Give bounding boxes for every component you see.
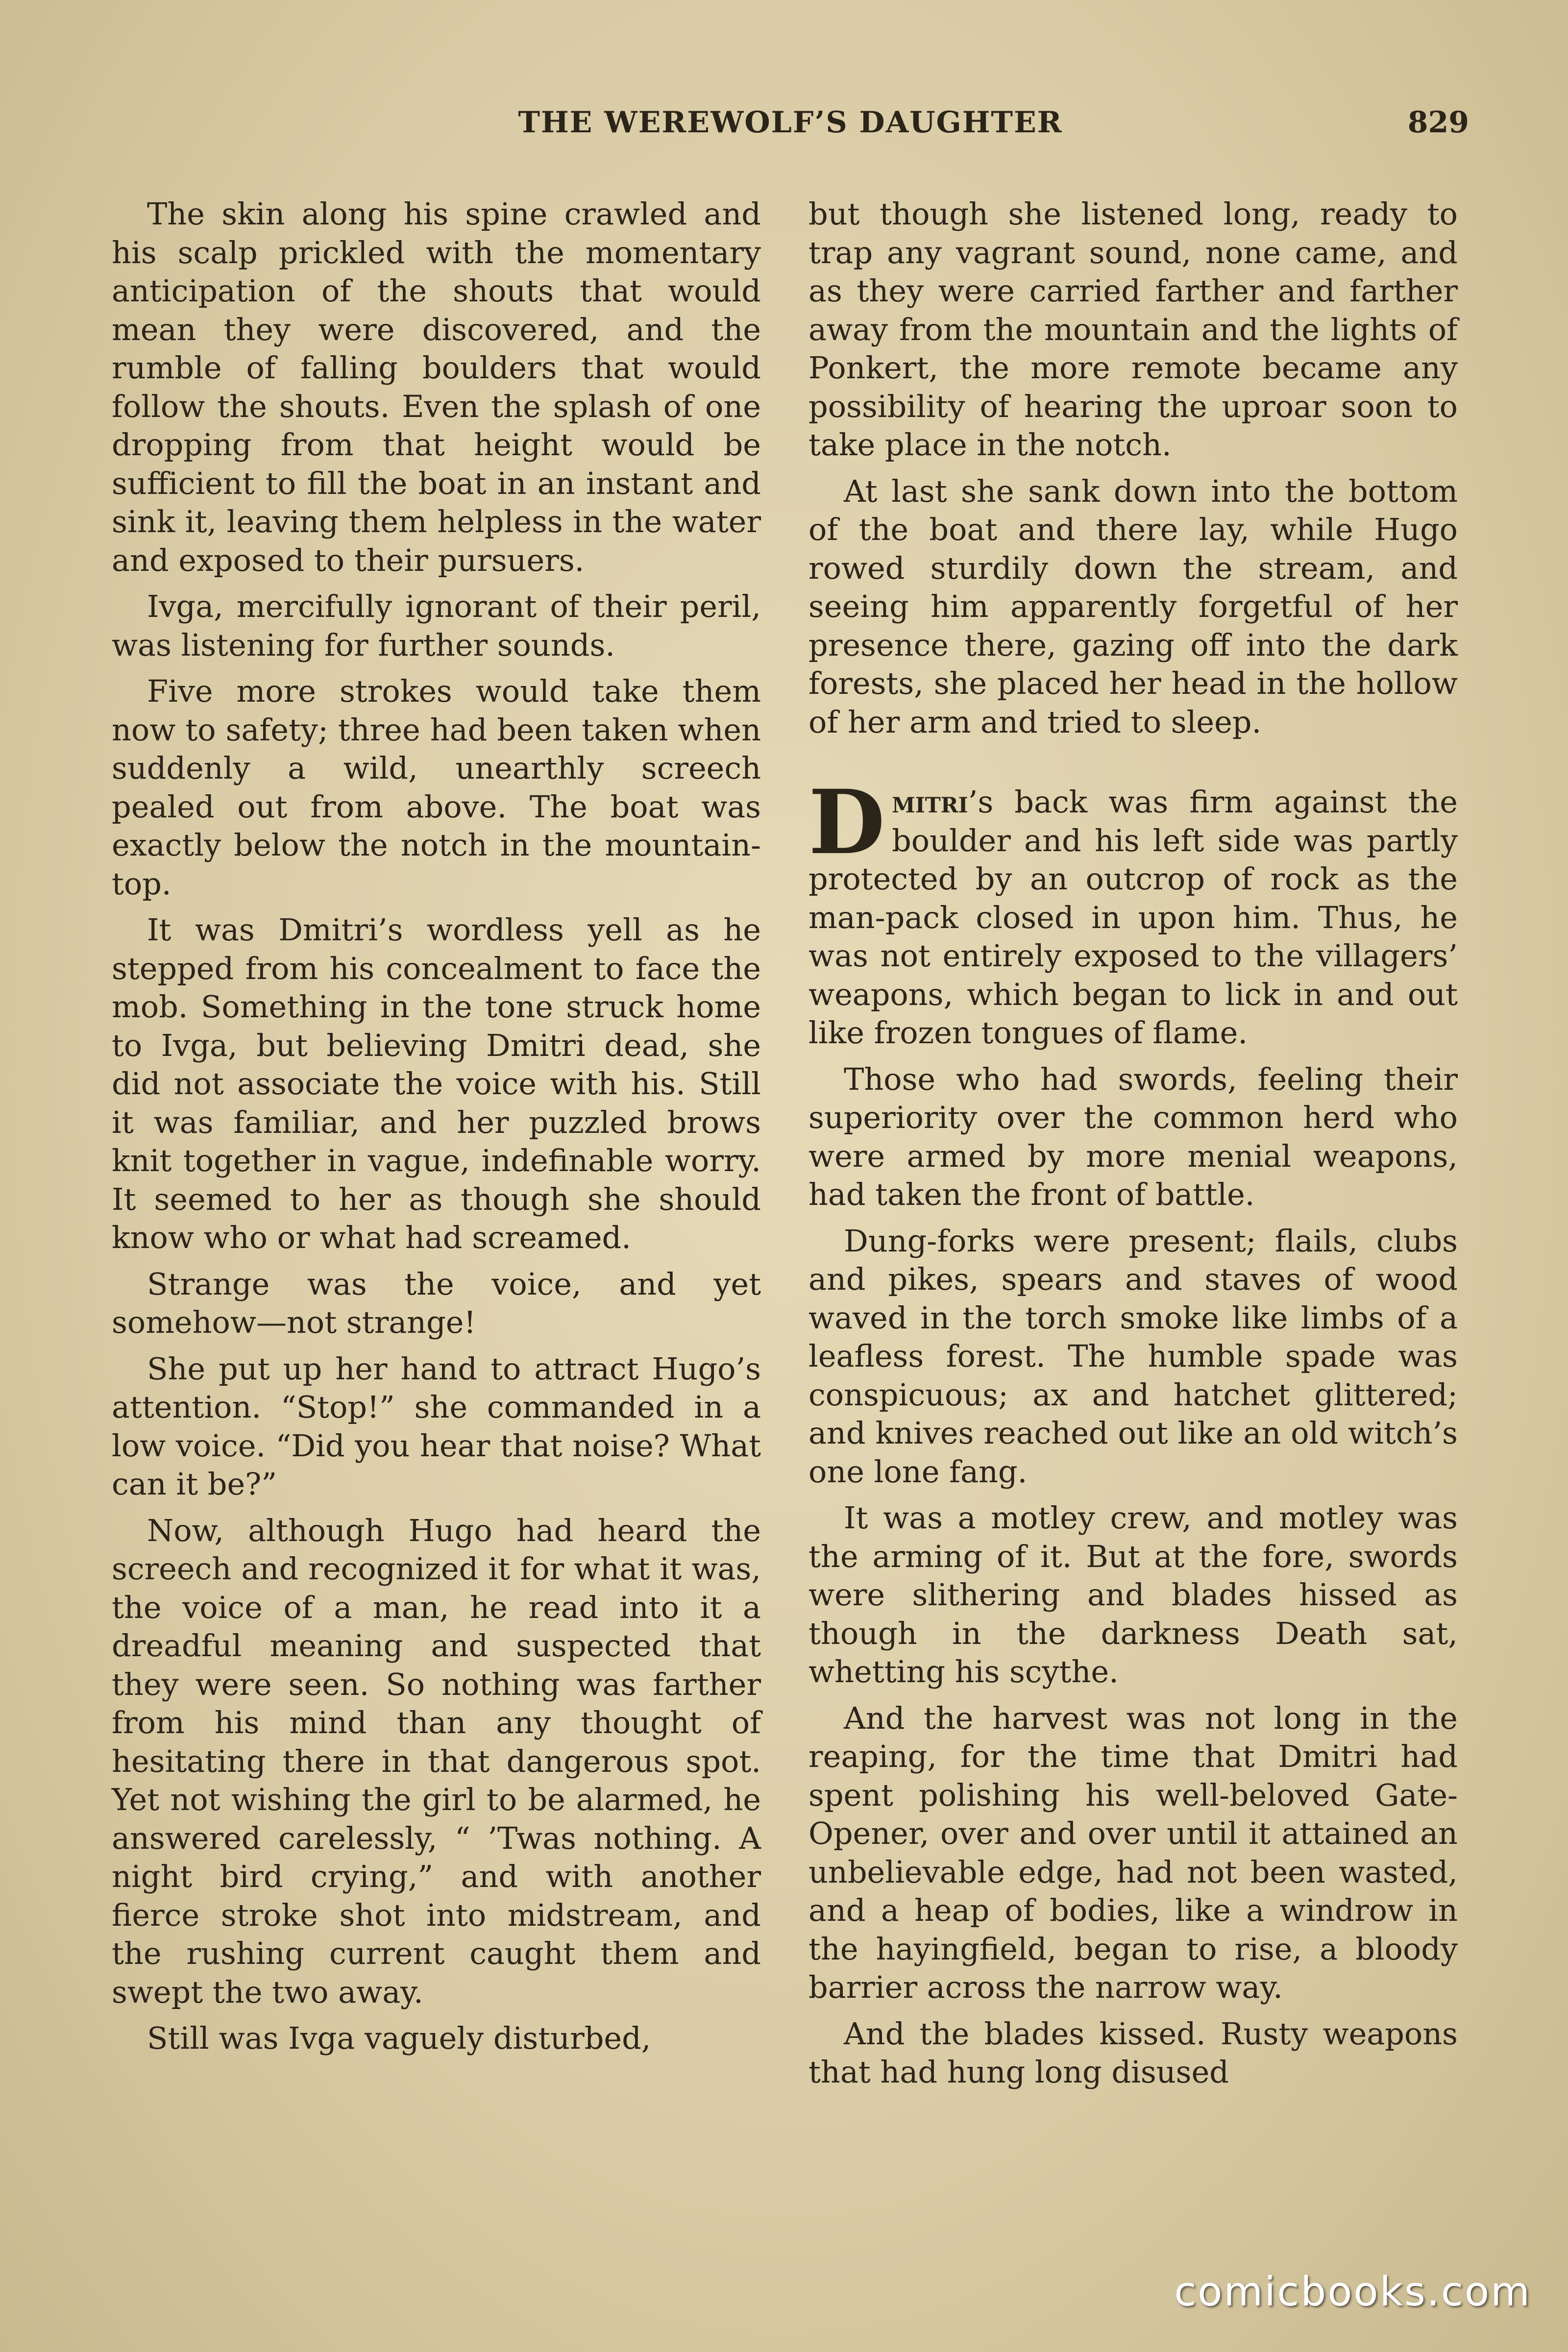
paragraph: The skin along his spine crawled and his scalp prickled with the momentary anticipation of the shouts that would mean they were discovered, and the rumble of falling boulders that would follow the shouts. Even the splash of one dropping from that height would be sufficient to fill the boat in an instant and sink it, leaving them helpless in the water and exposed to their pursuers. [112, 196, 761, 578]
paragraph: Now, although Hugo had heard the screech and recognized it for what it was, the voice of a man, he read into it a dreadful meaning and suspected that they were seen. So nothing was farther from his mind than any thought of hesitating there in that dangerous spot. Yet not wishing the girl to be alarmed, he answered carelessly, “ ’Twas nothing. A night bird crying,” and with another fierce stroke shot into midstream, and the rushing current caught them and swept the two away. [112, 1512, 761, 2010]
section-opening-paragraph [808, 771, 1458, 1053]
watermark: comicbooks.com [1174, 2269, 1531, 2315]
paragraph: It was a motley crew, and motley was the arming of it. But at the fore, swords were slithering and blades hissed as though in the darkness Death sat, whetting his scythe. [808, 1500, 1458, 1690]
paragraph: Strange was the voice, and yet somehow—not strange! [112, 1266, 761, 1340]
page-header [112, 100, 1469, 145]
paragraph: Dung-forks were present; flails, clubs and pikes, spears and staves of wood waved in the torch smoke like limbs of a leafless forest. The humble spade was conspicuous; ax and hatchet glittered; and knives reached out like an old witch’s one lone fang. [808, 1223, 1458, 1490]
paragraph: Ivga, mercifully ignorant of their peril, was listening for further sounds. [112, 588, 761, 663]
paragraph: Still was Ivga vaguely disturbed, [147, 2020, 651, 2056]
small-caps-name: mitri [892, 784, 968, 820]
paragraph: At last she sank down into the bottom of the boat and there lay, while Hugo rowed sturdily down the stream, and seeing him apparently forgetful of her presence there, gazing off into the dark forests, she placed her head in the hollow of her arm and tried to sleep. [808, 473, 1458, 740]
section-opening-text: ’s back was firm against the boulder and his left side was partly protected by an outcrop of rock as the man-pack closed in upon him. Thus, he was not entirely exposed to the villagers’ weapons, which began to lick in and out like frozen tongues of flame. [808, 784, 1458, 1051]
paragraph: She put up her hand to attract Hugo’s attention. “Stop!” she commanded in a low voice. “Did you hear that noise? What can it be?” [112, 1350, 761, 1502]
left-column [112, 195, 761, 2066]
paragraph: Those who had swords, feeling their superiority over the common herd who were armed by more menial weapons, had taken the front of battle. [808, 1061, 1458, 1212]
paragraph: And the harvest was not long in the reaping, for the time that Dmitri had spent polishing his well-beloved Gate-Opener, over and over until it attained an unbelievable edge, had not been wasted, and a heap of bodies, like a windrow in the hayingfield, began to rise, a bloody barrier across the narrow way. [808, 1700, 1458, 2005]
page-number: 829 [1407, 105, 1469, 140]
paragraph: Five more strokes would take them now to safety; three had been taken when suddenly a wild, unearthly screech pealed out from above. The boat was exactly below the notch in the mountain-top. [112, 673, 761, 902]
running-title: THE WEREWOLF’S DAUGHTER [518, 105, 1063, 140]
paragraph: And the blades kissed. Rusty weapons that had hung long disused [808, 2015, 1458, 2090]
paragraph: It was Dmitri’s wordless yell as he stepped from his concealment to face the mob. Something in the tone struck home to Ivga, but believing Dmitri dead, she did not associate the voice with his. Still it was familiar, and her puzzled brows knit together in vague, indefinable worry. It seemed to her as though she should know who or what had screamed. [112, 912, 761, 1255]
right-column [808, 195, 1458, 2100]
drop-cap: D [808, 771, 885, 874]
paragraph: but though she listened long, ready to trap any vagrant sound, none came, and as they were carried farther and farther away from the mountain and the lights of Ponkert, the more remote became any possibility of hearing the uproar soon to take place in the notch. [808, 196, 1458, 463]
